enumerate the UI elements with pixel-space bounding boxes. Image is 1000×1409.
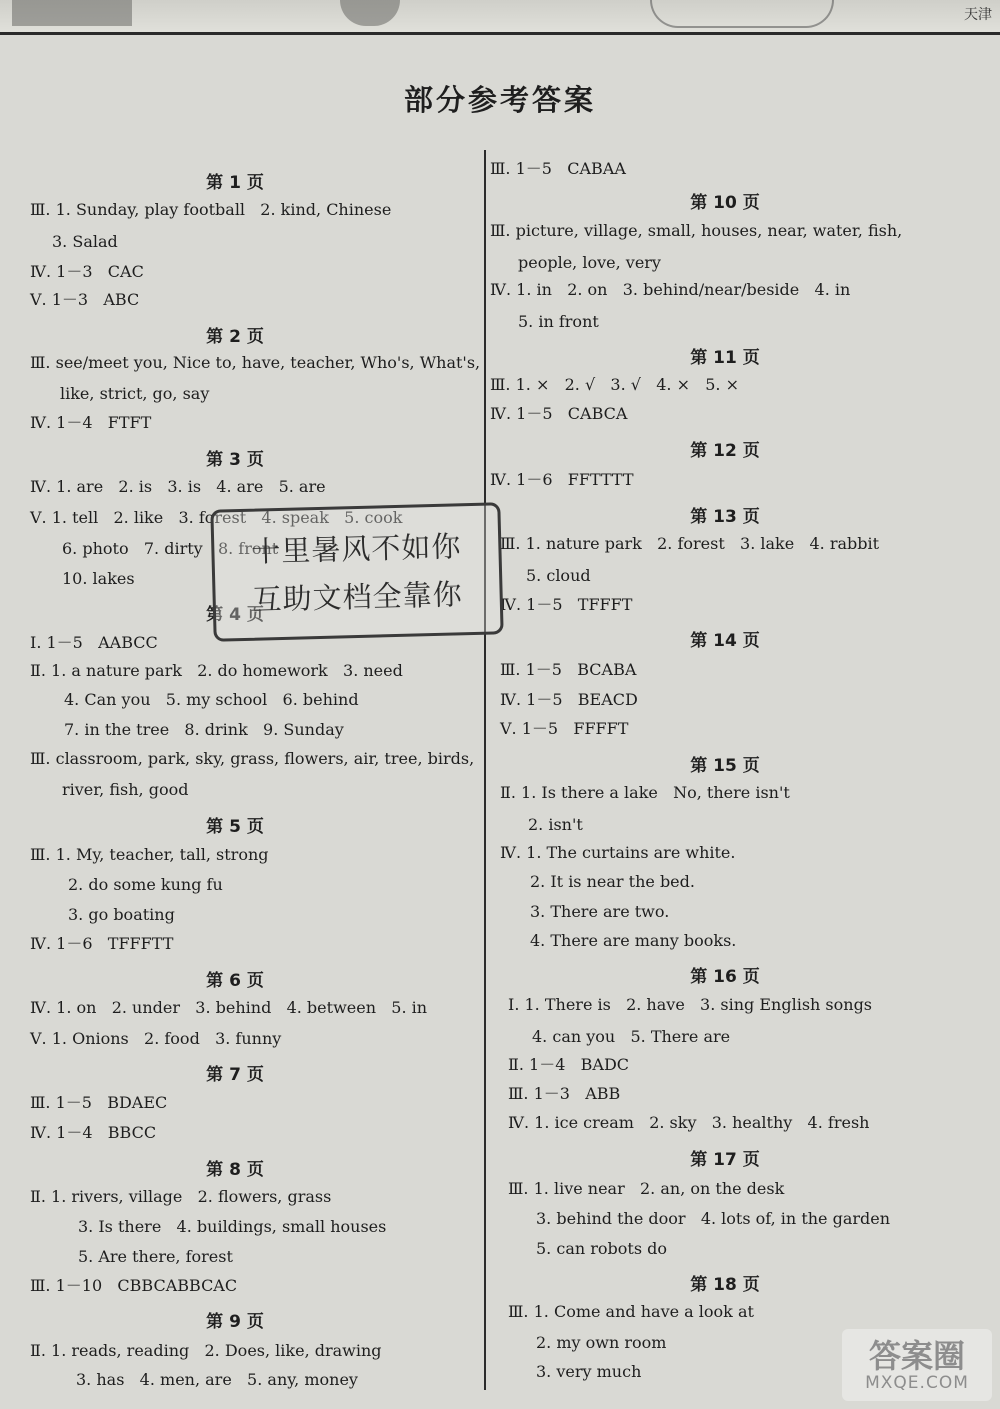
answer-line: 3. go boating [68, 905, 175, 924]
watermark-logo [842, 1329, 992, 1401]
answer-line: Ⅳ. 1－3 CAC [30, 262, 144, 281]
answer-line: Ⅰ. 1－5 AABCC [30, 633, 158, 652]
answer-line: 3. very much [536, 1362, 642, 1381]
section-heading: 第 2 页 [206, 327, 264, 347]
answer-line: like, strict, go, say [60, 384, 210, 403]
answer-line: Ⅳ. 1－5 BEACD [500, 690, 638, 709]
answer-line: 5. can robots do [536, 1239, 667, 1258]
answer-line: 4. Can you 5. my school 6. behind [64, 690, 359, 709]
answer-line: 2. It is near the bed. [530, 872, 695, 891]
section-heading: 第 15 页 [690, 756, 760, 776]
answer-line: Ⅰ. 1. There is 2. have 3. sing English songs [508, 995, 873, 1014]
answer-line: Ⅳ. 1－4 FTFT [30, 413, 152, 432]
answer-line: Ⅲ. 1. Sunday, play football 2. kind, Chinese [30, 200, 392, 219]
banner-decoration [12, 0, 132, 26]
answer-line: Ⅳ. 1. ice cream 2. sky 3. healthy 4. fresh [508, 1113, 870, 1132]
answer-line: Ⅱ. 1. reads, reading 2. Does, like, drawing [30, 1341, 382, 1360]
section-heading: 第 3 页 [206, 450, 264, 470]
answer-line: Ⅲ. 1－5 BCABA [500, 660, 637, 679]
section-heading: 第 6 页 [206, 971, 264, 991]
answer-line: Ⅲ. 1. nature park 2. forest 3. lake 4. rabbit [500, 534, 880, 553]
answer-line: Ⅲ. 1. live near 2. an, on the desk [508, 1179, 785, 1198]
answer-line: Ⅱ. 1. a nature park 2. do homework 3. need [30, 661, 403, 680]
banner-decoration [650, 0, 834, 28]
answer-line: 2. do some kung fu [68, 875, 223, 894]
answer-line: 6. photo 7. dirty 8. front [62, 539, 279, 558]
answer-line: Ⅳ. 1－5 CABCA [490, 404, 628, 423]
answer-line: Ⅳ. 1. are 2. is 3. is 4. are 5. are [30, 477, 326, 496]
banner-decoration [340, 0, 400, 26]
answer-line: Ⅳ. 1. in 2. on 3. behind/near/beside 4. in [490, 280, 851, 299]
answer-line: 4. There are many books. [530, 931, 737, 950]
section-heading: 第 16 页 [690, 967, 760, 987]
answer-line: 3. behind the door 4. lots of, in the garden [536, 1209, 891, 1228]
answer-line: Ⅱ. 1. rivers, village 2. flowers, grass [30, 1187, 332, 1206]
answer-line: Ⅱ. 1－4 BADC [508, 1055, 630, 1074]
answer-line: 3. has 4. men, are 5. any, money [76, 1370, 358, 1389]
answer-line: Ⅳ. 1－6 FFTTTT [490, 470, 634, 489]
answer-line: 4. can you 5. There are [532, 1027, 731, 1046]
answer-line: 3. Salad [52, 232, 118, 251]
section-heading: 第 17 页 [690, 1150, 760, 1170]
section-heading: 第 10 页 [690, 193, 760, 213]
answer-line: 7. in the tree 8. drink 9. Sunday [64, 720, 344, 739]
header-corner-text: 天津 [964, 7, 992, 23]
section-heading: 第 14 页 [690, 631, 760, 651]
section-heading: 第 7 页 [206, 1065, 264, 1085]
answer-line: Ⅲ. 1－10 CBBCABBCAC [30, 1276, 238, 1295]
answer-line: Ⅱ. 1. Is there a lake No, there isn't [500, 783, 790, 802]
answer-line: 2. isn't [528, 815, 583, 834]
answer-line: Ⅲ. 1－5 BDAEC [30, 1093, 168, 1112]
section-heading: 第 8 页 [206, 1160, 264, 1180]
answer-line: Ⅴ. 1－3 ABC [30, 290, 140, 309]
page-title: 部分参考答案 [403, 83, 596, 117]
answer-line: 5. Are there, forest [78, 1247, 233, 1266]
answer-line: Ⅲ. picture, village, small, houses, near, water, fish, [490, 221, 903, 240]
watermark-line-2: MXQE.COM [865, 1373, 969, 1393]
top-banner [0, 0, 1000, 35]
answer-line: Ⅳ. 1. The curtains are white. [500, 843, 736, 862]
answer-line: 5. cloud [526, 566, 591, 585]
answer-line: 3. Is there 4. buildings, small houses [78, 1217, 387, 1236]
section-heading: 第 1 页 [206, 173, 264, 193]
answer-line: 2. my own room [536, 1333, 667, 1352]
answer-line: Ⅳ. 1. on 2. under 3. behind 4. between 5. in [30, 998, 428, 1017]
column-divider [484, 150, 486, 1390]
answer-line: people, love, very [518, 253, 661, 272]
answer-line: Ⅲ. see/meet you, Nice to, have, teacher, Who's, What's, [30, 353, 481, 372]
answer-line: 5. in front [518, 312, 599, 331]
section-heading: 第 12 页 [690, 441, 760, 461]
answer-line: Ⅲ. 1－5 CABAA [490, 159, 626, 178]
stamp [210, 502, 503, 642]
answer-line: Ⅳ. 1－4 BBCC [30, 1123, 157, 1142]
section-heading: 第 11 页 [690, 348, 760, 368]
answer-line: Ⅲ. classroom, park, sky, grass, flowers, air, tree, birds, [30, 749, 475, 768]
answer-line: Ⅲ. 1. × 2. √ 3. √ 4. × 5. × [490, 375, 739, 394]
answer-line: Ⅴ. 1. tell 2. like 3. forest 4. speak 5. cook [30, 508, 403, 527]
watermark-line-1: 答案圈 [868, 1337, 965, 1375]
answer-line: Ⅲ. 1. My, teacher, tall, strong [30, 845, 269, 864]
section-heading: 第 13 页 [690, 507, 760, 527]
section-heading: 第 18 页 [690, 1275, 760, 1295]
answer-line: Ⅲ. 1－3 ABB [508, 1084, 621, 1103]
answer-line: Ⅳ. 1－5 TFFFT [500, 595, 633, 614]
answer-line: Ⅴ. 1. Onions 2. food 3. funny [30, 1029, 282, 1048]
answer-line: Ⅲ. 1. Come and have a look at [508, 1302, 754, 1321]
answer-line: 3. There are two. [530, 902, 670, 921]
stamp-line-2: 互助文档全靠你 [252, 577, 464, 617]
answer-line: Ⅳ. 1－6 TFFFTT [30, 934, 174, 953]
answer-line: river, fish, good [62, 780, 189, 799]
section-heading: 第 5 页 [206, 817, 264, 837]
section-heading: 第 9 页 [206, 1312, 264, 1332]
stamp-line-1: 十里暑风不如你 [250, 529, 462, 569]
answer-line: Ⅴ. 1－5 FFFFT [500, 719, 629, 738]
answer-line: 10. lakes [62, 569, 135, 588]
section-heading: 第 4 页 [206, 605, 264, 625]
